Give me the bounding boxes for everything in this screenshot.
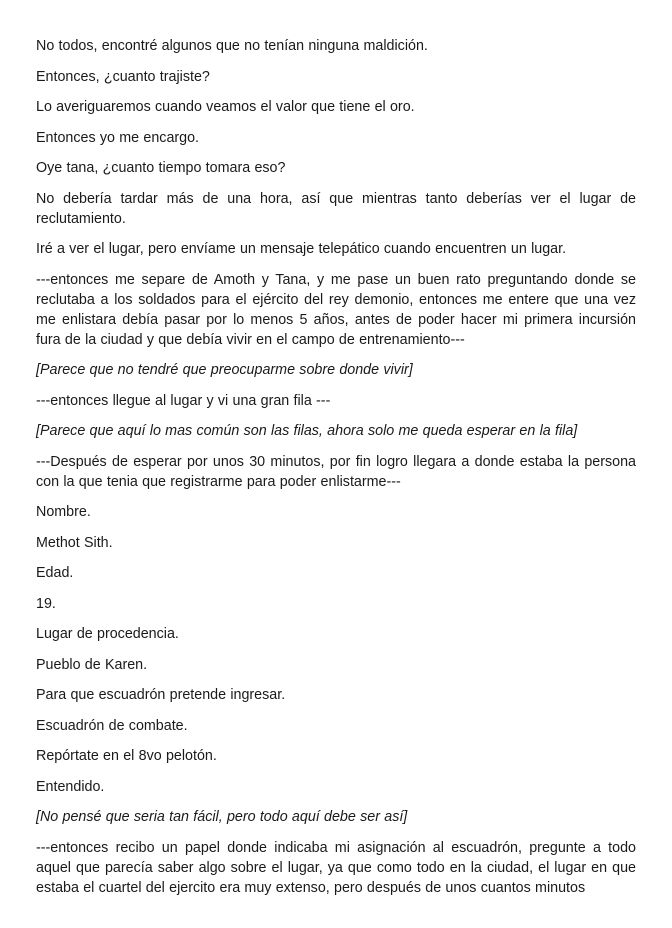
thought-paragraph: [Parece que no tendré que preocuparme sobre donde vivir] (36, 362, 413, 378)
paragraph: Nombre. (36, 504, 91, 520)
paragraph: ---Después de esperar por unos 30 minutos, por fin logro llegara a donde estaba la persona con la que tenia que registrarme para poder enlistarme--- (36, 453, 636, 490)
paragraph: Para que escuadrón pretende ingresar. (36, 687, 286, 703)
paragraph: Escuadrón de combate. (36, 717, 188, 734)
paragraph: ---entonces llegue al lugar y vi una gran fila --- (36, 392, 331, 409)
paragraph: 19. (36, 595, 56, 612)
paragraph: Lugar de procedencia. (36, 626, 179, 642)
paragraph: Pueblo de Karen. (36, 656, 148, 673)
thought-paragraph: [No pensé que seria tan fácil, pero todo aquí debe ser así] (36, 809, 408, 825)
paragraph: Iré a ver el lugar, pero envíame un mensaje telepático cuando encuentren un lugar. (36, 241, 567, 257)
document-body (36, 36, 636, 908)
paragraph: Entonces, ¿cuanto trajiste? (36, 68, 210, 85)
paragraph: ---entonces recibo un papel donde indicaba mi asignación al escuadrón, pregunte a todo aquel que parecía saber algo sobre el lugar, ya que como todo en la ciudad, el lugar en que estaba el cuartel del ejercito era muy extenso, pero después de unos cuantos minutos (36, 839, 636, 896)
paragraph: Oye tana, ¿cuanto tiempo tomara eso? (36, 160, 286, 176)
paragraph: Methot Sith. (36, 534, 113, 551)
paragraph: Repórtate en el 8vo pelotón. (36, 748, 217, 764)
thought-paragraph: [Parece que aquí lo mas común son las filas, ahora solo me queda esperar en la fila] (36, 423, 578, 439)
paragraph: Lo averiguaremos cuando veamos el valor que tiene el oro. (36, 99, 415, 115)
paragraph: No debería tardar más de una hora, así que mientras tanto deberías ver el lugar de reclutamiento. (36, 190, 636, 227)
paragraph: Entendido. (36, 778, 105, 795)
paragraph: Entonces yo me encargo. (36, 129, 200, 146)
paragraph: Edad. (36, 565, 74, 581)
paragraph: No todos, encontré algunos que no tenían ninguna maldición. (36, 38, 428, 54)
paragraph: ---entonces me separe de Amoth y Tana, y me pase un buen rato preguntando donde se reclutaba a los soldados para el ejército del rey demonio, entonces me entere que una vez me enlistara debía pasar por lo menos 5 años, antes de poder hacer mi primera incursión fura de la ciudad y que debía vivir en el campo de entrenamiento--- (36, 271, 636, 348)
